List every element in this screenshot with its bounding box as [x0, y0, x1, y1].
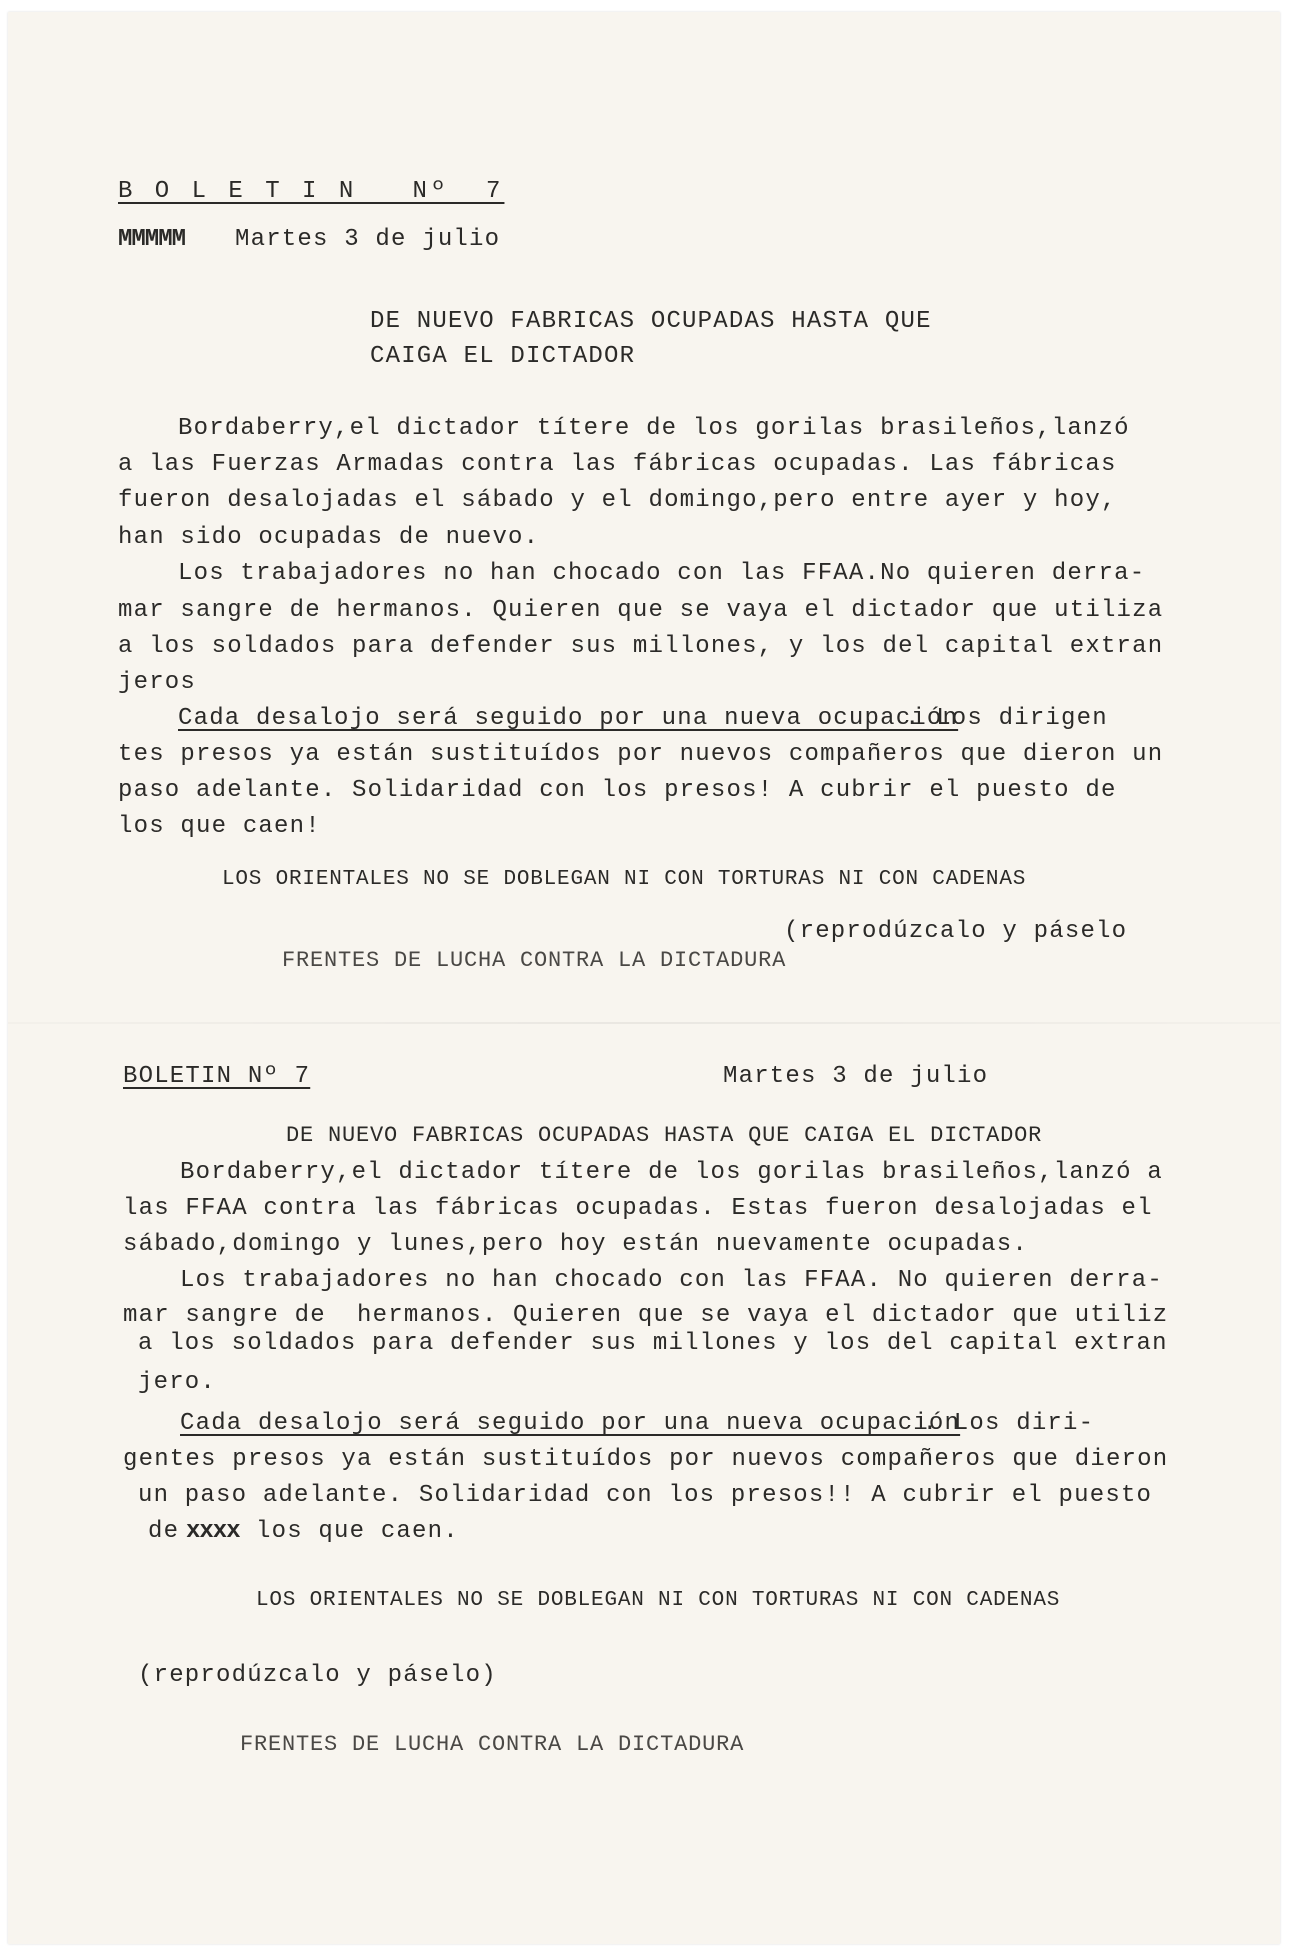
- bulletin2-date: Martes 3 de julio: [723, 1063, 989, 1090]
- bulletin1-struck-text: MMMMM: [118, 226, 186, 253]
- paper-sheet: [8, 12, 1280, 1944]
- bulletin2-struck-text: xxxx: [186, 1518, 240, 1545]
- bulletin2-underlined-phrase: Cada desalojo será seguido por una nueva ocupación: [180, 1410, 961, 1437]
- bulletin2-body-line: . Los diri-: [907, 1410, 1095, 1437]
- bulletin1-body-line: jeros: [118, 669, 197, 696]
- bulletin2-body-line: sábado,domingo y lunes,pero hoy están nuevamente ocupadas.: [123, 1231, 1028, 1258]
- bulletin1-body-line: paso adelante. Solidaridad con los presos! A cubrir el puesto de: [118, 777, 1117, 804]
- bulletin1-signature: FRENTES DE LUCHA CONTRA LA DICTADURA: [282, 948, 787, 973]
- bulletin2-slogan: LOS ORIENTALES NO SE DOBLEGAN NI CON TORTURAS NI CON CADENAS: [256, 1589, 1061, 1612]
- bulletin1-title-line1: DE NUEVO FABRICAS OCUPADAS HASTA QUE: [370, 308, 932, 335]
- bulletin2-heading: BOLETIN Nº 7: [123, 1063, 311, 1090]
- bulletin1-heading: B O L E T I N Nº 7: [118, 178, 505, 205]
- bulletin1-body-line: . Los dirigen: [905, 705, 1108, 732]
- bulletin1-body-line: a las Fuerzas Armadas contra las fábricas ocupadas. Las fábricas: [118, 451, 1117, 478]
- bulletin1-body-line: fueron desalojadas el sábado y el domingo,pero entre ayer y hoy,: [118, 487, 1117, 514]
- bulletin1-slogan: LOS ORIENTALES NO SE DOBLEGAN NI CON TORTURAS NI CON CADENAS: [222, 868, 1027, 891]
- bulletin1-underlined-phrase: Cada desalojo será seguido por una nueva ocupación: [178, 705, 959, 732]
- bulletin1-body-line: han sido ocupadas de nuevo.: [118, 524, 540, 551]
- bulletin2-body-line: las FFAA contra las fábricas ocupadas. Estas fueron desalojadas el: [123, 1195, 1153, 1222]
- bulletin2-body-line: un paso adelante. Solidaridad con los presos!! A cubrir el puesto: [138, 1482, 1153, 1509]
- bulletin2-title: DE NUEVO FABRICAS OCUPADAS HASTA QUE CAIGA EL DICTADOR: [286, 1123, 1043, 1148]
- bulletin2-body-line: a los soldados para defender sus millones y los del capital extran: [138, 1330, 1168, 1357]
- bulletin2-body-line: Los trabajadores no han chocado con las FFAA. No quieren derra-: [180, 1267, 1163, 1294]
- bulletin1-body-line: tes presos ya están sustituídos por nuevos compañeros que dieron un: [118, 741, 1164, 768]
- bulletin1-body-line: los que caen!: [118, 813, 321, 840]
- bulletin1-instruction: (reprodúzcalo y páselo: [784, 918, 1128, 945]
- bulletin1-body-line: a los soldados para defender sus millones, y los del capital extran: [118, 633, 1164, 660]
- bulletin2-body-line: Bordaberry,el dictador títere de los gorilas brasileños,lanzó a: [180, 1159, 1163, 1186]
- bulletin2-body-line: los que caen.: [256, 1518, 459, 1545]
- bulletin2-instruction: (reprodúzcalo y páselo): [138, 1662, 497, 1689]
- bulletin1-title-line2: CAIGA EL DICTADOR: [370, 343, 636, 370]
- bulletin2-body-line: mar sangre de hermanos. Quieren que se vaya el dictador que utiliz: [123, 1302, 1169, 1329]
- bulletin1-body-line: Los trabajadores no han chocado con las FFAA.No quieren derra-: [178, 560, 1146, 587]
- bulletin1-body-line: Bordaberry,el dictador títere de los gorilas brasileños,lanzó: [178, 415, 1130, 442]
- bulletin2-body-line: jero.: [138, 1369, 217, 1396]
- bulletin1-body-line: mar sangre de hermanos. Quieren que se vaya el dictador que utiliza: [118, 597, 1164, 624]
- bulletin2-body-line: de: [148, 1518, 180, 1545]
- bulletin2-signature: FRENTES DE LUCHA CONTRA LA DICTADURA: [240, 1732, 745, 1757]
- bulletin1-date: Martes 3 de julio: [235, 226, 501, 253]
- bulletin2-body-line: gentes presos ya están sustituídos por nuevos compañeros que dieron: [123, 1446, 1169, 1473]
- paper-fold: [8, 1022, 1280, 1024]
